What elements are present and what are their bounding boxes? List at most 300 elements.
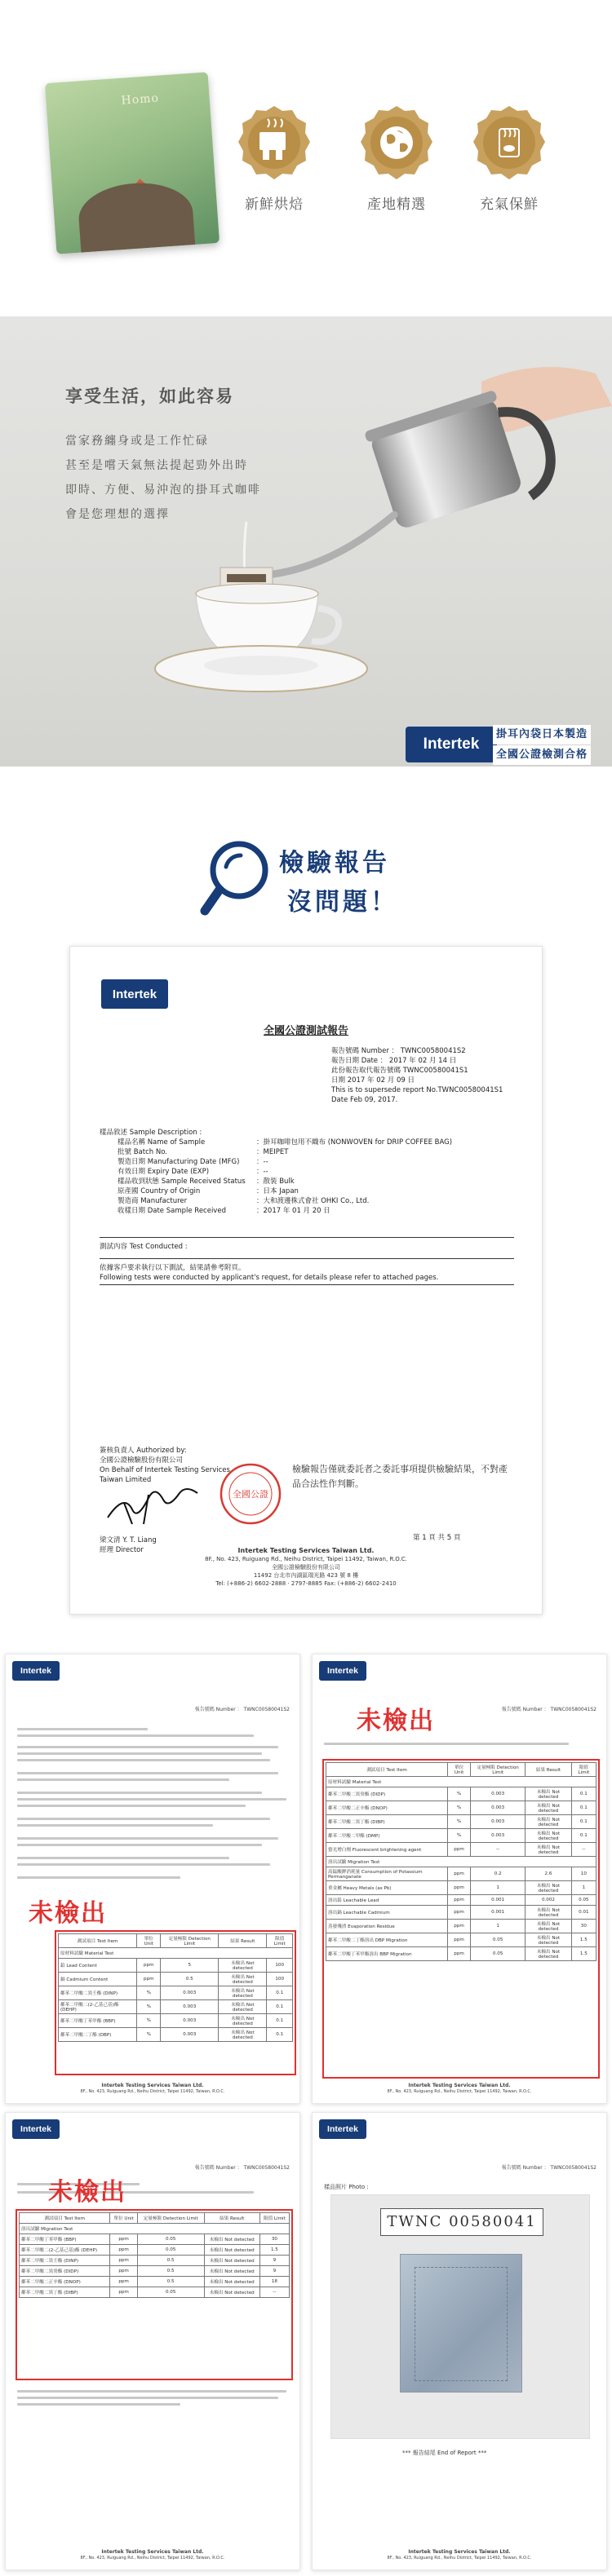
report-page-3: [312, 1654, 607, 2104]
text-line-placeholder: [17, 1759, 270, 1761]
cell: 鄰苯二甲酸二異丁酯 (DIBP): [326, 1815, 448, 1829]
cell: 1: [471, 1920, 526, 1933]
meta-line: 報告日期 Date ： 2017 年 02 月 14 日: [331, 1057, 457, 1065]
cell: 鄰苯二甲酸丁苯甲酯 (BBP): [59, 2014, 137, 2028]
cell: 0.2: [471, 1867, 526, 1881]
cell: 9: [259, 2256, 289, 2266]
cell: 鄰苯二甲酸二異癸酯 (DIDP): [20, 2266, 110, 2277]
badge-line-certified: 全國公證檢測合格: [493, 745, 591, 765]
table-row: [326, 1906, 596, 1920]
cell: ppm: [110, 2245, 137, 2256]
feature-origin: [356, 104, 437, 213]
sample-value: ：--: [256, 1158, 268, 1166]
text-line-placeholder: [17, 2403, 180, 2406]
cell: 未檢出 Not detected: [526, 1843, 571, 1857]
feature-strip: [0, 0, 612, 245]
cell: ppm: [110, 2266, 137, 2277]
sample-intro: 樣品敘述 Sample Description :: [100, 1129, 202, 1137]
svg-text:全國公證: 全國公證: [233, 1489, 268, 1500]
sample-row: [100, 1167, 452, 1177]
footer-line: 8F., No. 423, Ruiguang Rd., Neihu District, Taipei 11492, Taiwan, R.O.C.: [205, 1556, 407, 1562]
cell: 未檢出 Not detected: [204, 2277, 259, 2287]
footer-company: Intertek Testing Services Taiwan Ltd.: [237, 1547, 375, 1554]
feature-nitrogen: [468, 104, 550, 213]
intertek-logo: Intertek: [101, 979, 168, 1009]
scene-line: 即時、方便、易沖泡的掛耳式咖啡: [65, 484, 261, 497]
feature-fresh-roast: [233, 104, 315, 213]
cell: 未檢出 Not detected: [204, 2266, 259, 2277]
table-row: [20, 2287, 290, 2298]
meta-line: 報告號碼 Number ： TWNC00580041S2: [331, 1047, 466, 1055]
table-header-row: [326, 1763, 596, 1777]
text-line-placeholder: [17, 1772, 278, 1774]
report-notice: 檢驗報告僅就委託者之委託事項提供檢驗結果，不對產品合法性作判斷。: [292, 1464, 508, 1489]
table-row: [326, 1895, 596, 1906]
cell: ppm: [448, 1933, 471, 1947]
pouch-brand: Homo: [121, 91, 160, 108]
cell: 未檢出 Not detected: [204, 2234, 259, 2245]
footer-company: Intertek Testing Services Taiwan Ltd.: [101, 2083, 204, 2088]
footer-line: 8F., No. 423, Ruiguang Rd., Neihu District, Taipei 11492, Taiwan, R.O.C.: [80, 2089, 225, 2094]
auth-line: On Behalf of Intertek Testing Services: [100, 1466, 230, 1474]
sample-bag-seam: [415, 2267, 508, 2381]
column-header: 測試項目 Test Item: [20, 2213, 110, 2224]
cell: 鄰苯二甲酸丁苯甲酯 (BBP): [20, 2234, 110, 2245]
divider: [100, 1258, 514, 1259]
footer-line: 8F., No. 423, Ruiguang Rd., Neihu District, Taipei 11492, Taiwan, R.O.C.: [387, 2556, 532, 2561]
intertek-logo: Intertek: [319, 1661, 366, 1681]
cell: 100: [267, 1973, 293, 1986]
report-number: 報告號碼 Number ： TWNC00580041S2: [501, 2165, 596, 2171]
sample-row: [100, 1157, 452, 1167]
table-row: [20, 2256, 290, 2266]
section-label: 溶出試驗 Migration Test: [326, 1857, 596, 1867]
footer-line: 11492 台北市內湖區瑞光路 423 號 8 樓: [253, 1572, 359, 1579]
sample-row: [100, 1138, 452, 1147]
cell: 蒸發殘渣 Evaporation Residue: [326, 1920, 448, 1933]
table-section-row: [59, 1948, 293, 1959]
cell: ppm: [448, 1895, 471, 1906]
sample-key: 樣品收到狀態 Sample Received Status: [118, 1178, 246, 1186]
text-line-placeholder: [17, 1798, 286, 1801]
auth-line: 全國公證檢驗股份有限公司: [100, 1456, 184, 1465]
text-line-placeholder: [17, 1837, 278, 1840]
table-row: [20, 2234, 290, 2245]
sample-value: ：日本 Japan: [256, 1187, 299, 1195]
cell: 未檢出 Not detected: [219, 1986, 267, 2000]
cell: 0.1: [571, 1801, 596, 1815]
table-section-row: [326, 1777, 596, 1787]
cell: 0.003: [161, 2028, 219, 2042]
cell: 1.5: [571, 1933, 596, 1947]
column-header: 定量極限 Detection Limit: [161, 1934, 219, 1948]
cell: ppm: [448, 1867, 471, 1881]
cell: 未檢出 Not detected: [526, 1801, 571, 1815]
cell: %: [448, 1815, 471, 1829]
column-header: 結果 Result: [219, 1934, 267, 1948]
cell: 0.5: [137, 2256, 204, 2266]
meta-line: This is to supersede report No.TWNC00580041S1: [331, 1086, 503, 1094]
not-detected-mark: 未檢出: [48, 2178, 126, 2207]
cell: --: [471, 1843, 526, 1857]
report-number: 報告號碼 Number ： TWNC00580041S2: [194, 2165, 290, 2171]
table-row: [326, 1920, 596, 1933]
column-header: 結果 Result: [204, 2213, 259, 2224]
cell: 0.002: [526, 1895, 571, 1906]
cell: 1: [571, 1881, 596, 1895]
sample-value: ：散裝 Bulk: [256, 1178, 295, 1186]
cell: 鄰苯二甲酸二(2-乙基己基)酯 (DEHP): [20, 2245, 110, 2256]
cell: ppm: [137, 1959, 161, 1973]
report-number: 報告號碼 Number ： TWNC00580041S2: [194, 1707, 290, 1712]
end-of-report: *** 報告結尾 End of Report ***: [402, 2450, 487, 2456]
scene-line: 當家務纏身或是工作忙碌: [65, 435, 209, 448]
table-row: [326, 1787, 596, 1801]
cell: 0.05: [137, 2245, 204, 2256]
report-heading-line1: 檢驗報告: [279, 849, 390, 877]
cell: 未檢出 Not detected: [526, 1947, 571, 1961]
cell: 0.003: [471, 1787, 526, 1801]
origin-globe-icon: [357, 104, 436, 183]
cell: 溶出鉛 Leachable Lead: [326, 1895, 448, 1906]
cell: 0.003: [471, 1829, 526, 1843]
signature-image: [100, 1485, 206, 1534]
kettle-and-cup-image: [139, 349, 612, 732]
sample-row: [100, 1196, 452, 1206]
certification-badge-text: [493, 724, 591, 766]
column-header: 結果 Result: [526, 1763, 571, 1777]
sample-key: 原產國 Country of Origin: [118, 1187, 201, 1195]
cell: 溶出鎘 Leachable Cadmium: [326, 1906, 448, 1920]
scene-line: 甚至是嚐天氣無法提起勁外出時: [65, 459, 248, 472]
report-heading-line2: 沒問題！: [287, 888, 398, 917]
sample-row: [100, 1147, 452, 1157]
cell: %: [448, 1787, 471, 1801]
cell: 0.5: [137, 2266, 204, 2277]
test-line-en: Following tests were conducted by applicant's request, for details please refer to attached pages.: [100, 1274, 439, 1282]
sample-row: [100, 1206, 452, 1216]
cell: 未檢出 Not detected: [219, 2000, 267, 2014]
cell: 未檢出 Not detected: [526, 1787, 571, 1801]
sample-value: ：2017 年 01 月 20 日: [256, 1207, 330, 1215]
column-header: 限值 Limit: [259, 2213, 289, 2224]
report-page-5-photo: [312, 2112, 607, 2570]
cell: 鎘 Cadmium Content: [59, 1973, 137, 1986]
table-row: [59, 2028, 293, 2042]
cell: 1.5: [259, 2245, 289, 2256]
cell: ppm: [137, 1973, 161, 1986]
table-row: [59, 1973, 293, 1986]
cell: 30: [571, 1920, 596, 1933]
table-section-row: [20, 2224, 290, 2234]
cell: 30: [259, 2234, 289, 2245]
cell: %: [448, 1829, 471, 1843]
sample-description: [100, 1128, 452, 1216]
report-page-4: [5, 2112, 300, 2570]
cell: %: [137, 2014, 161, 2028]
cell: 鄰苯二甲酸二(2-乙基己基)酯 (DEHP): [59, 2000, 137, 2014]
cell: 0.1: [571, 1829, 596, 1843]
cell: ppm: [448, 1881, 471, 1895]
feature-label: 新鮮烘焙: [245, 197, 304, 213]
cell: 0.1: [267, 1986, 293, 2000]
auth-line: Taiwan Limited: [100, 1476, 152, 1484]
pouch-illustration-rock: [77, 179, 195, 253]
cell: 螢光增白劑 Fluorescent brightening agent: [326, 1843, 448, 1857]
table-row: [59, 2014, 293, 2028]
cell: 10: [571, 1867, 596, 1881]
sample-row: [100, 1177, 452, 1186]
cell: ppm: [448, 1920, 471, 1933]
roasting-icon: [235, 104, 313, 183]
table-header-row: [59, 1934, 293, 1948]
results-table: [326, 1762, 596, 1961]
text-line-placeholder: [17, 1746, 278, 1748]
cell: 0.003: [471, 1815, 526, 1829]
cell: 鉛 Lead Content: [59, 1959, 137, 1973]
cell: 未檢出 Not detected: [526, 1906, 571, 1920]
cell: 18: [259, 2277, 289, 2287]
cell: 鄰苯二甲酸二丁酯 (DBP): [59, 2028, 137, 2042]
page-footer: [6, 2083, 299, 2095]
sample-key: 收樣日期 Date Sample Received: [118, 1207, 226, 1215]
table-row: [59, 1986, 293, 2000]
cell: 高錳酸鉀消耗量 Consumption of Potassium Permanganate: [326, 1867, 448, 1881]
sample-key: 樣品名稱 Name of Sample: [118, 1138, 206, 1147]
footer-company: Intertek Testing Services Taiwan Ltd.: [408, 2083, 511, 2088]
cell: 重金屬 Heavy Metals (as Pb): [326, 1881, 448, 1895]
cell: ppm: [448, 1947, 471, 1961]
text-line-placeholder: [17, 1824, 213, 1827]
divider: [100, 1237, 514, 1238]
cell: 0.001: [471, 1906, 526, 1920]
column-header: 單位 Unit: [110, 2213, 137, 2224]
text-line-placeholder: [17, 1818, 270, 1820]
cell: 鄰苯二甲酸二甲酯 (DMP): [326, 1829, 448, 1843]
cell: 0.1: [571, 1787, 596, 1801]
cell: ppm: [110, 2256, 137, 2266]
test-conducted-label: 測試內容 Test Conducted :: [100, 1243, 188, 1251]
company-seal-stamp: [219, 1462, 282, 1526]
cell: 未檢出 Not detected: [219, 2014, 267, 2028]
table-row: [326, 1829, 596, 1843]
cell: 0.1: [267, 2014, 293, 2028]
column-header: 測試項目 Test Item: [326, 1763, 448, 1777]
cell: 1.5: [571, 1947, 596, 1961]
cell: %: [137, 1986, 161, 2000]
table-row: [326, 1843, 596, 1857]
sample-row: [100, 1186, 452, 1196]
footer-company: Intertek Testing Services Taiwan Ltd.: [408, 2549, 511, 2555]
cell: 鄰苯二甲酸丁苯甲酯溶出 BBP Migration: [326, 1947, 448, 1961]
cell: 未檢出 Not detected: [526, 1920, 571, 1933]
text-line-placeholder: [17, 1857, 229, 1859]
table-row: [59, 2000, 293, 2014]
text-line-placeholder: [17, 1752, 262, 1755]
cell: ppm: [110, 2277, 137, 2287]
cell: 0.05: [137, 2287, 204, 2298]
sample-key: 批號 Batch No.: [118, 1148, 167, 1156]
sample-value: ：MEIPET: [256, 1148, 289, 1156]
results-table: [58, 1933, 293, 2042]
text-line-placeholder: [17, 1844, 262, 1846]
cell: %: [137, 2028, 161, 2042]
intertek-logo: Intertek: [319, 2119, 366, 2139]
sample-key: 製造商 Manufacturer: [118, 1197, 188, 1205]
cell: 0.003: [161, 2000, 219, 2014]
page-footer: [313, 2083, 606, 2095]
meta-line: Date Feb 09, 2017.: [331, 1096, 398, 1104]
not-detected-mark: 未檢出: [29, 1899, 107, 1928]
column-header: 單位 Unit: [137, 1934, 161, 1948]
cell: 未檢出 Not detected: [526, 1933, 571, 1947]
text-line-placeholder: [17, 1805, 246, 1807]
cell: 鄰苯二甲酸二正辛酯 (DNOP): [326, 1801, 448, 1815]
intertek-logo: Intertek: [12, 1661, 60, 1681]
cell: ppm: [448, 1843, 471, 1857]
magnifier-icon: [200, 836, 272, 921]
cell: 1: [471, 1881, 526, 1895]
text-line-placeholder: [17, 1863, 270, 1866]
table-row: [326, 1801, 596, 1815]
table-row: [326, 1947, 596, 1961]
table-row: [326, 1881, 596, 1895]
table-row: [59, 1959, 293, 1973]
table-header-row: [20, 2213, 290, 2224]
column-header: 定量極限 Detection Limit: [137, 2213, 204, 2224]
scene-line: 會是您理想的選擇: [65, 508, 170, 521]
cell: 0.01: [571, 1906, 596, 1920]
table-row: [326, 1867, 596, 1881]
text-line-placeholder: [17, 1792, 262, 1794]
cell: 0.5: [161, 1973, 219, 1986]
table-row: [326, 1933, 596, 1947]
cell: 0.003: [161, 1986, 219, 2000]
cell: 未檢出 Not detected: [219, 1959, 267, 1973]
column-header: 測試項目 Test Item: [59, 1934, 137, 1948]
cell: 鄰苯二甲酸二丁酯溶出 DBP Migration: [326, 1933, 448, 1947]
text-line-placeholder: [17, 1876, 180, 1879]
report-footer: [70, 1547, 542, 1588]
badge-line-made-in-japan: 掛耳內袋日本製造: [493, 725, 591, 745]
text-line-placeholder: [17, 2390, 286, 2393]
cell: 0.003: [471, 1801, 526, 1815]
section-label: 原材料試驗 Material Test: [326, 1777, 596, 1787]
cell: ppm: [110, 2287, 137, 2298]
cell: 0.5: [137, 2277, 204, 2287]
cell: --: [571, 1843, 596, 1857]
intertek-logo: Intertek: [12, 2119, 60, 2139]
cell: 未檢出 Not detected: [526, 1815, 571, 1829]
report-meta: [331, 1046, 503, 1105]
feature-label: 產地精選: [367, 197, 426, 213]
text-line-placeholder: [17, 2397, 278, 2399]
table-row: [20, 2245, 290, 2256]
text-line-placeholder: [17, 1728, 148, 1730]
table-row: [326, 1815, 596, 1829]
cell: 0.1: [571, 1815, 596, 1829]
sample-photo: [330, 2194, 590, 2439]
footer-line: 8F., No. 423, Ruiguang Rd., Neihu District, Taipei 11492, Taiwan, R.O.C.: [387, 2089, 532, 2094]
cell: 0.05: [137, 2234, 204, 2245]
cell: 未檢出 Not detected: [204, 2245, 259, 2256]
cell: 0.1: [267, 2028, 293, 2042]
divider: [100, 1284, 514, 1285]
text-line-placeholder: [17, 1778, 229, 1781]
cell: 鄰苯二甲酸二異壬酯 (DINP): [20, 2256, 110, 2266]
page-number: 第 1 頁 共 5 頁: [413, 1534, 461, 1542]
signer-name: 梁文清 Y. T. Liang: [100, 1536, 157, 1544]
cell: 未檢出 Not detected: [526, 1881, 571, 1895]
report-number: 報告號碼 Number ： TWNC00580041S2: [501, 1707, 596, 1712]
cell: 2.6: [526, 1867, 571, 1881]
sample-key: 有效日期 Expiry Date (EXP): [118, 1168, 210, 1176]
cell: 鄰苯二甲酸二異壬酯 (DINP): [59, 1986, 137, 2000]
text-line-placeholder: [324, 1743, 569, 1745]
sample-value: ：掛耳咖啡包用不織布 (NONWOVEN for DRIP COFFEE BAG): [256, 1138, 453, 1147]
sample-value: ：大和渡邊株式會社 OHKI Co., Ltd.: [256, 1197, 370, 1205]
cell: 0.1: [267, 2000, 293, 2014]
cell: 0.05: [471, 1933, 526, 1947]
cell: ppm: [110, 2234, 137, 2245]
cell: %: [137, 2000, 161, 2014]
auth-line: 簽核負責人 Authorized by:: [100, 1447, 187, 1455]
cell: 鄰苯二甲酸二異癸酯 (DIDP): [326, 1787, 448, 1801]
sample-label-tag: TWNC 00580041: [380, 2208, 543, 2236]
meta-line: 此份報告取代報告號碼 TWNC00580041S1: [331, 1067, 468, 1075]
sample-key: 製造日期 Manufacturing Date (MFG): [118, 1158, 240, 1166]
cell: 0.05: [471, 1947, 526, 1961]
drip-bag-pouch-image: [45, 72, 220, 254]
column-header: 限值 Limit: [267, 1934, 293, 1948]
column-header: 單位 Unit: [448, 1763, 471, 1777]
footer-line: 8F., No. 423, Ruiguang Rd., Neihu District, Taipei 11492, Taiwan, R.O.C.: [80, 2556, 225, 2561]
cell: 0.001: [471, 1895, 526, 1906]
cell: 0.05: [571, 1895, 596, 1906]
cell: 5: [161, 1959, 219, 1973]
signer-title: 經理 Director: [100, 1546, 144, 1554]
section-label: 溶出試驗 Migration Test: [20, 2224, 290, 2234]
intertek-logo-text: Intertek: [423, 736, 480, 753]
authorized-by: [100, 1446, 230, 1485]
cell: 未檢出 Not detected: [219, 2028, 267, 2042]
feature-label: 充氣保鮮: [480, 197, 539, 213]
cell: 0.003: [161, 2014, 219, 2028]
table-section-row: [326, 1857, 596, 1867]
scene-heading: 享受生活，如此容易: [65, 387, 234, 406]
footer-line: Tel: (+886-2) 6602-2888 · 2797-8885 Fax: (+886-2) 6602-2410: [215, 1580, 397, 1587]
cell: 100: [267, 1959, 293, 1973]
cell: 鄰苯二甲酸二異丁酯 (DIBP): [20, 2287, 110, 2298]
lifestyle-scene: [0, 316, 612, 767]
footer-line: 全國公證檢驗股份有限公司: [272, 1564, 340, 1571]
cell: 9: [259, 2266, 289, 2277]
column-header: 定量極限 Detection Limit: [471, 1763, 526, 1777]
cell: %: [448, 1801, 471, 1815]
table-row: [20, 2277, 290, 2287]
cell: 未檢出 Not detected: [204, 2287, 259, 2298]
results-table: [19, 2212, 290, 2298]
sample-value: ：--: [256, 1168, 268, 1176]
cell: 鄰苯二甲酸二正辛酯 (DNOP): [20, 2277, 110, 2287]
table-row: [20, 2266, 290, 2277]
photo-caption: 樣品照片 Photo :: [324, 2184, 369, 2190]
report-page-2: [5, 1654, 300, 2104]
section-label: 原材料試驗 Material Test: [59, 1948, 293, 1959]
page-footer: [313, 2549, 606, 2561]
cell: 未檢出 Not detected: [204, 2256, 259, 2266]
intertek-badge-logo: [406, 727, 497, 762]
